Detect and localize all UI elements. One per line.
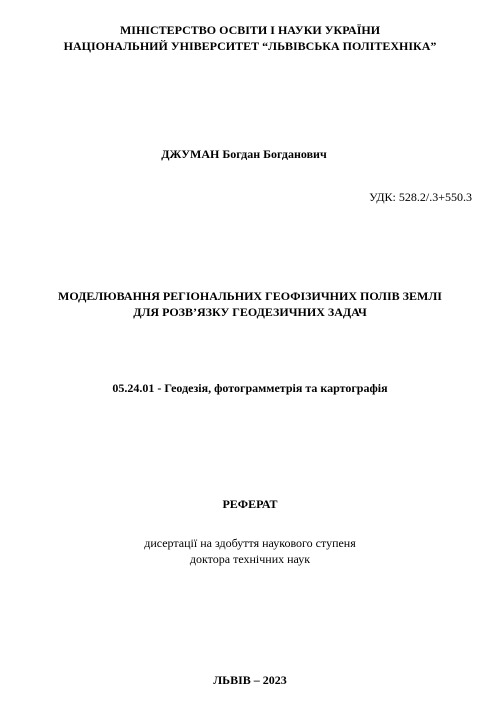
dissertation-title-line-2: ДЛЯ РОЗВ’ЯЗКУ ГЕОДЕЗИЧНИХ ЗАДАЧ xyxy=(133,305,367,319)
document-type-heading: РЕФЕРАТ xyxy=(222,497,278,511)
udk-code: УДК: 528.2/.3+550.3 xyxy=(369,190,472,204)
specialty-code: 05.24.01 - Геодезія, фотограмметрія та картографія xyxy=(112,381,388,395)
city-year: ЛЬВІВ – 2023 xyxy=(213,673,287,687)
author-name: ДЖУМАН Богдан Богданович xyxy=(161,147,327,161)
university-name: НАЦІОНАЛЬНИЙ УНІВЕРСИТЕТ “ЛЬВІВСЬКА ПОЛІТЕХНІКА” xyxy=(63,39,437,53)
ministry-name: МІНІСТЕРСТВО ОСВІТИ І НАУКИ УКРАЇНИ xyxy=(119,23,381,37)
degree-description-line-1: дисертації на здобуття наукового ступеня xyxy=(144,536,356,550)
degree-description-line-2: доктора технічних наук xyxy=(189,552,311,566)
dissertation-title-line-1: МОДЕЛЮВАННЯ РЕГІОНАЛЬНИХ ГЕОФІЗИЧНИХ ПОЛІВ ЗЕМЛІ xyxy=(58,289,442,303)
